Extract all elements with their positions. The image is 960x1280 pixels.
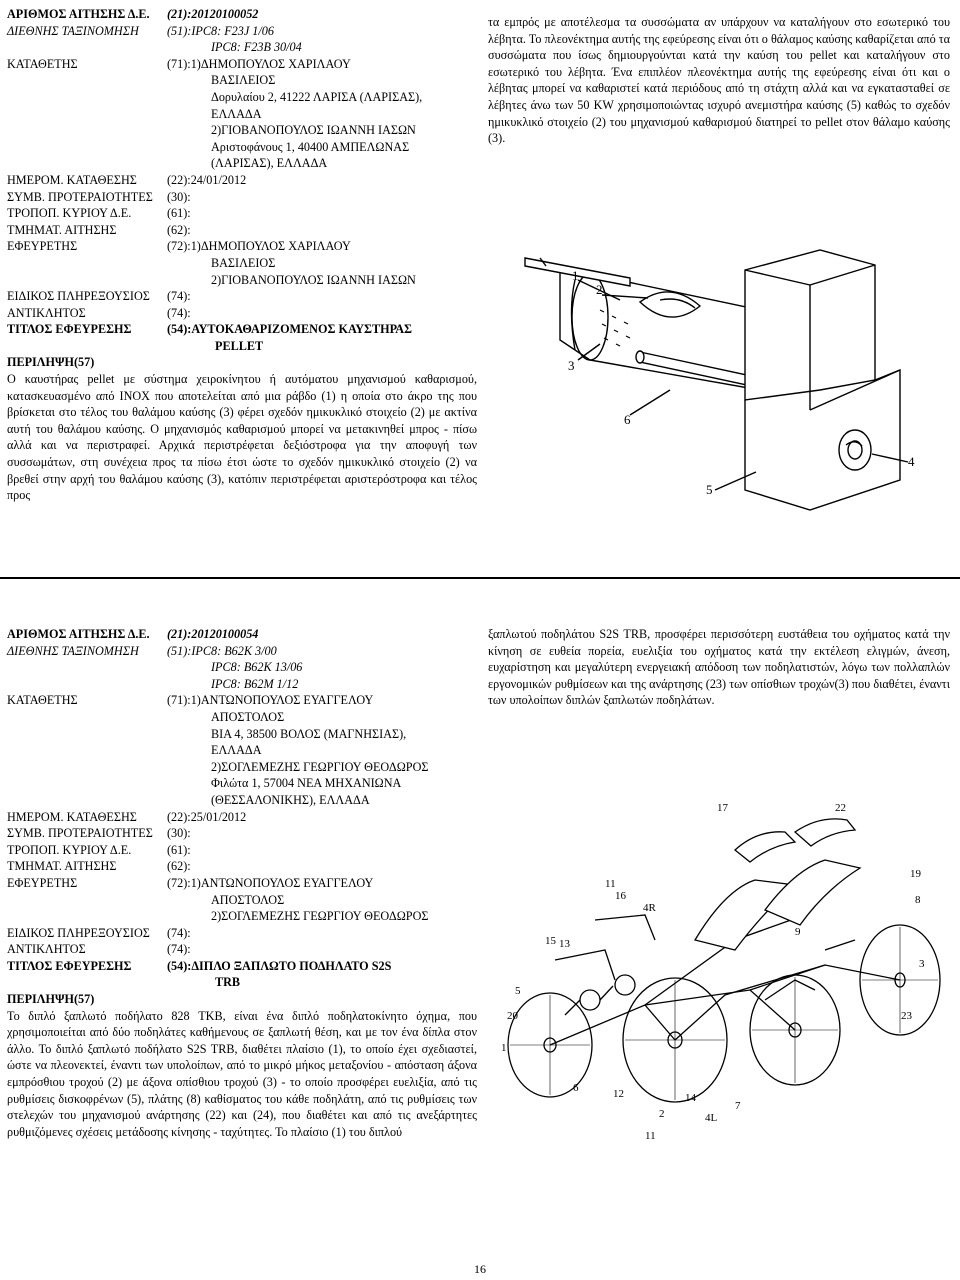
application-number: (21):20120100054 bbox=[167, 627, 259, 641]
application-number-row bbox=[7, 6, 477, 23]
applicant-address: ΕΛΛΑΔΑ bbox=[211, 743, 262, 758]
applicant-address: Φιλώτα 1, 57004 ΝΕΑ ΜΗΧΑΝΙΩΝΑ bbox=[211, 776, 402, 791]
priority-row bbox=[7, 189, 477, 206]
field-value: (62): bbox=[167, 859, 191, 874]
field-value: (74): bbox=[167, 942, 191, 957]
applicant-address: Αριστοφάνους 1, 40400 ΑΜΠΕΛΩΝΑΣ bbox=[211, 139, 410, 154]
divisional-row bbox=[7, 858, 477, 875]
figure-label: 4R bbox=[643, 902, 656, 914]
figure-label: 8 bbox=[915, 894, 921, 906]
applicant-row bbox=[7, 692, 477, 808]
field-label: ΗΜΕΡΟΜ. ΚΑΤΑΘΕΣΗΣ bbox=[7, 172, 137, 187]
applicant-name: 2)ΓΙΟΒΑΝΟΠΟΥΛΟΣ ΙΩΑΝΝΗ ΙΑΣΩΝ bbox=[211, 123, 416, 138]
divisional-row bbox=[7, 222, 477, 239]
applicant-name: (71):1)ΔΗΜΟΠΟΥΛΟΣ ΧΑΡΙΛΑΟΥ bbox=[167, 56, 351, 71]
field-label: ΔΙΕΘΝΗΣ ΤΑΞΙΝΟΜΗΣΗ bbox=[7, 643, 139, 658]
entry2-bibliographic-data bbox=[7, 626, 477, 1140]
field-label: ΕΦΕΥΡΕΤΗΣ bbox=[7, 875, 78, 890]
field-label: ΑΡΙΘΜΟΣ ΑΙΤΗΣΗΣ Δ.Ε. bbox=[7, 627, 150, 641]
inventor-name: 2)ΓΙΟΒΑΝΟΠΟΥΛΟΣ ΙΩΑΝΝΗ ΙΑΣΩΝ bbox=[211, 272, 416, 287]
figure-label: 2 bbox=[659, 1108, 665, 1120]
field-value: (74): bbox=[167, 289, 191, 304]
modification-row bbox=[7, 842, 477, 859]
inventor-row bbox=[7, 875, 477, 925]
field-value: (61): bbox=[167, 842, 191, 857]
figure-label: 5 bbox=[706, 482, 713, 497]
entry2-abstract-continuation bbox=[488, 626, 950, 709]
invention-title: (54):ΑΥΤΟΚΑΘΑΡΙΖΟΜΕΝΟΣ ΚΑΥΣΤΗΡΑΣ bbox=[167, 322, 412, 337]
field-label: ΚΑΤΑΘΕΤΗΣ bbox=[7, 693, 78, 708]
applicant-name: ΒΑΣΙΛΕΙΟΣ bbox=[211, 73, 276, 88]
tricycle-drawing bbox=[495, 790, 950, 1150]
figure-label: 15 bbox=[545, 935, 556, 947]
field-value: (30): bbox=[167, 826, 191, 841]
field-label: ΤΙΤΛΟΣ ΕΦΕΥΡΕΣΗΣ bbox=[7, 322, 132, 337]
field-label: ΣΥΜΒ. ΠΡΟΤΕΡΑΙΟΤΗΤΕΣ bbox=[7, 826, 153, 841]
applicant-address: (ΛΑΡΙΣΑΣ), ΕΛΛΑΔΑ bbox=[211, 156, 328, 171]
ipc-code: (51):IPC8: F23J 1/06 bbox=[167, 23, 274, 38]
filing-date-row bbox=[7, 809, 477, 826]
applicant-name: 2)ΣΟΓΛΕΜΕΖΗΣ ΓΕΩΡΓΙΟΥ ΘΕΟΔΩΡΟΣ bbox=[211, 759, 429, 774]
inventor-name: ΑΠΟΣΤΟΛΟΣ bbox=[211, 892, 285, 907]
applicant-address: ΒΙΑ 4, 38500 ΒΟΛΟΣ (ΜΑΓΝΗΣΙΑΣ), bbox=[211, 726, 407, 741]
abstract-heading: ΠΕΡΙΛΗΨΗ(57) bbox=[7, 992, 95, 1007]
field-label: ΗΜΕΡΟΜ. ΚΑΤΑΘΕΣΗΣ bbox=[7, 809, 137, 824]
field-value: (61): bbox=[167, 206, 191, 221]
filing-date-row bbox=[7, 172, 477, 189]
figure-label: 1 bbox=[501, 1042, 507, 1054]
figure-label: 6 bbox=[573, 1082, 579, 1094]
entry1-bibliographic-data bbox=[7, 6, 477, 504]
figure-label: 20 bbox=[507, 1010, 518, 1022]
page-number: 16 bbox=[474, 1262, 486, 1276]
figure-label: 4L bbox=[705, 1112, 718, 1124]
field-value: (74): bbox=[167, 925, 191, 940]
invention-title: PELLET bbox=[215, 338, 264, 353]
figure-label: 22 bbox=[835, 802, 846, 814]
invention-title: (54):ΔΙΠΛΟ ΞΑΠΛΩΤΟ ΠΟΔΗΛΑΤΟ S2S bbox=[167, 958, 392, 973]
invention-title: TRB bbox=[215, 975, 241, 990]
field-label: ΤΜΗΜΑΤ. ΑΙΤΗΣΗΣ bbox=[7, 859, 117, 874]
agent-row bbox=[7, 925, 477, 942]
field-label: ΑΝΤΙΚΛΗΤΟΣ bbox=[7, 942, 86, 957]
figure-label: 4 bbox=[908, 454, 915, 469]
priority-row bbox=[7, 825, 477, 842]
filing-date: (22):25/01/2012 bbox=[167, 809, 247, 824]
ipc-code: IPC8: B62K 13/06 bbox=[211, 660, 303, 675]
inventor-name: 2)ΣΟΓΛΕΜΕΖΗΣ ΓΕΩΡΓΙΟΥ ΘΕΟΔΩΡΟΣ bbox=[211, 909, 429, 924]
figure-label: 23 bbox=[901, 1010, 912, 1022]
abstract-text: τα εμπρός με αποτέλεσμα τα συσσώματα αν υπάρχουν να καταλήγουν στο εσωτερικό του λέβητα. Το πλεονέκτημα αυτής της εφεύρεσης είναι ότι ο θάλαμος καύσης καθαρίζεται από τα συσσώματα που ίσως δημιουργούνται κατά την καύση του pellet και καταλήγουν στο εσωτερικό του λέβητα. Ένα επιπλέον πλεονέκτημα αυτής της εφεύρεσης είναι ότι και ο λέβητας μπορεί να καθαριστεί κατά περιόδους από τη στάχτη αλλά και να εγκατασταθεί σε λέβητες άνω των 50 KW χρησιμοποιώντας ισχυρό ανεμιστήρα καύσης (5) καθώς το σχεδόν ημικυκλικό στοιχείο (2) του μηχανισμού καθαρισμού διατηρεί το pellet στον θάλαμο καύσης (3). bbox=[488, 15, 950, 146]
figure-label: 11 bbox=[645, 1130, 656, 1142]
field-label: ΤΡΟΠΟΠ. ΚΥΡΙΟΥ Δ.Ε. bbox=[7, 206, 132, 221]
field-value: (30): bbox=[167, 189, 191, 204]
applicant-name: (71):1)ΑΝΤΩΝΟΠΟΥΛΟΣ ΕΥΑΓΓΕΛΟΥ bbox=[167, 693, 374, 708]
application-number: (21):20120100052 bbox=[167, 7, 259, 21]
field-label: ΣΥΜΒ. ΠΡΟΤΕΡΑΙΟΤΗΤΕΣ bbox=[7, 189, 153, 204]
title-row bbox=[7, 958, 477, 991]
inventor-name: (72):1)ΑΝΤΩΝΟΠΟΥΛΟΣ ΕΥΑΓΓΕΛΟΥ bbox=[167, 875, 374, 890]
figure-label: 1 bbox=[572, 268, 579, 283]
figure-label: 3 bbox=[568, 358, 575, 373]
inventor-name: ΒΑΣΙΛΕΙΟΣ bbox=[211, 255, 276, 270]
figure-label: 14 bbox=[685, 1092, 696, 1104]
modification-row bbox=[7, 205, 477, 222]
field-label: ΚΑΤΑΘΕΤΗΣ bbox=[7, 56, 78, 71]
inventor-row bbox=[7, 238, 477, 288]
field-value: (74): bbox=[167, 305, 191, 320]
figure-label: 19 bbox=[910, 868, 921, 880]
applicant-name: ΑΠΟΣΤΟΛΟΣ bbox=[211, 709, 285, 724]
ipc-code: IPC8: B62M 1/12 bbox=[211, 676, 299, 691]
ipc-code: (51):IPC8: B62K 3/00 bbox=[167, 643, 277, 658]
entry1-abstract-continuation bbox=[488, 14, 950, 147]
figure-label: 2 bbox=[596, 282, 603, 297]
title-row bbox=[7, 321, 477, 354]
figure-label: 13 bbox=[559, 938, 570, 950]
figure-label: 9 bbox=[795, 926, 801, 938]
entry-divider bbox=[0, 577, 960, 579]
ipc-row bbox=[7, 23, 477, 56]
field-label: ΑΡΙΘΜΟΣ ΑΙΤΗΣΗΣ Δ.Ε. bbox=[7, 7, 150, 21]
ipc-row bbox=[7, 643, 477, 693]
field-label: ΤΜΗΜΑΤ. ΑΙΤΗΣΗΣ bbox=[7, 222, 117, 237]
field-label: ΑΝΤΙΚΛΗΤΟΣ bbox=[7, 305, 86, 320]
burner-drawing bbox=[520, 240, 950, 515]
agent-row bbox=[7, 288, 477, 305]
field-label: ΔΙΕΘΝΗΣ ΤΑΞΙΝΟΜΗΣΗ bbox=[7, 23, 139, 38]
applicant-address: ΕΛΛΑΔΑ bbox=[211, 106, 262, 121]
figure-label: 12 bbox=[613, 1088, 624, 1100]
abstract-heading: ΠΕΡΙΛΗΨΗ(57) bbox=[7, 355, 95, 370]
representative-row bbox=[7, 941, 477, 958]
field-label: ΤΡΟΠΟΠ. ΚΥΡΙΟΥ Δ.Ε. bbox=[7, 842, 132, 857]
abstract-text: Το διπλό ξαπλωτό ποδήλατο 828 TKB, είναι ένα διπλό ποδηλατοκίνητο όχημα, που χρησιμοποιείται από δύο ποδηλάτες καθήμενους σε ξαπλωτή θέση, και με τον ένα δίπλα στον άλλο. Το διπλό ξαπλωτό ποδήλατο S2S TRB, διαθέτει πλαίσιο (1), το οποίο έχει σχεδιαστεί, ώστε να πλεονεκτεί, έναντι των υπολοίπων, από το μικρό μήκος μεταξονίου - απόσταση άξονα εμπρόσθιου τροχού (2) με άξονα οπίσθιου τροχού (3) - το οποίο προσφέρει ευελιξία, από τις ρυθμίσεις δισκοφρένων (5), πλάτης (8) καθίσματος του κάθε ποδηλάτη, από τις ρυθμίσεις των στελεχών του μηχανισμού ανάρτησης (22) και (24), που διαθέτει και από τις ανεξάρτητες ρυθμιζόμενες σχέσεις μετάδοσης κίνησης - ταχύτητες. Το πλαίσιο (1) του διπλού bbox=[7, 1008, 477, 1139]
field-label: ΤΙΤΛΟΣ ΕΦΕΥΡΕΣΗΣ bbox=[7, 958, 132, 973]
field-label: ΕΙΔΙΚΟΣ ΠΛΗΡΕΞΟΥΣΙΟΣ bbox=[7, 289, 150, 304]
abstract-text: Ο καυστήρας pellet με σύστημα χειροκίνητου ή αυτόματου μηχανισμού καθαρισμού, κατασκευασμένο από INOX που αποτελείται από μια ράβδο (1) η οποία στο άκρο της που βρίσκεται στο τέλος του θαλάμου καύσης (3) φέρει σχεδόν ημικυκλικό στοιχείο (2) με ακτίνα αυτή του θαλάμου καύσης. Ο μηχανισμός καθαρισμού μπορεί να μετακινηθεί μπρος - πίσω αλλά και να περιστραφεί. Αρχικά περιστρέφεται δεξιόστροφα για την αποφυγή των συσσωμάτων, στη συνέχεια προς τα πίσω έτσι ώστε το σχεδόν ημικυκλικό στοιχείο (2) να βρεθεί στην αρχή του θαλάμου καύσης (3), κατόπιν περιστρέφεται αριστερόστροφα και τέλος προς bbox=[7, 372, 477, 503]
field-value: (62): bbox=[167, 222, 191, 237]
figure-label: 5 bbox=[515, 985, 521, 997]
representative-row bbox=[7, 305, 477, 322]
field-label: ΕΦΕΥΡΕΤΗΣ bbox=[7, 239, 78, 254]
inventor-name: (72):1)ΔΗΜΟΠΟΥΛΟΣ ΧΑΡΙΛΑΟΥ bbox=[167, 239, 351, 254]
ipc-code: IPC8: F23B 30/04 bbox=[211, 40, 302, 55]
applicant-address: Δορυλαίου 2, 41222 ΛΑΡΙΣΑ (ΛΑΡΙΣΑΣ), bbox=[211, 89, 423, 104]
figure-label: 16 bbox=[615, 890, 626, 902]
applicant-address: (ΘΕΣΣΑΛΟΝΙΚΗΣ), ΕΛΛΑΔΑ bbox=[211, 792, 370, 807]
figure-label: 17 bbox=[717, 802, 728, 814]
figure-label: 3 bbox=[919, 958, 925, 970]
application-number-row bbox=[7, 626, 477, 643]
abstract-text: ξαπλωτού ποδηλάτου S2S TRB, προσφέρει περισσότερη ευστάθεια του οχήματος κατά την κίνηση σε ευθεία πορεία, ευελιξία του οχήματος κατά την εκτέλεση ελιγμών, άνεση, ευχαρίστηση και μεγαλύτερη ενεργειακή απόδοση των ποδηλατιστών, λόγω των πολλαπλών εργονομικών ρυθμίσεων και της ανάρτησης (23) των οπίσθιων τροχών(3) που διαθέτει, έναντι των υπολοίπων διπλών ξαπλωτών ποδηλάτων. bbox=[488, 627, 950, 708]
field-label: ΕΙΔΙΚΟΣ ΠΛΗΡΕΞΟΥΣΙΟΣ bbox=[7, 925, 150, 940]
applicant-row bbox=[7, 56, 477, 172]
figure-label: 7 bbox=[735, 1100, 741, 1112]
filing-date: (22):24/01/2012 bbox=[167, 172, 247, 187]
figure-label: 6 bbox=[624, 412, 631, 427]
figure-label: 11 bbox=[605, 878, 616, 890]
